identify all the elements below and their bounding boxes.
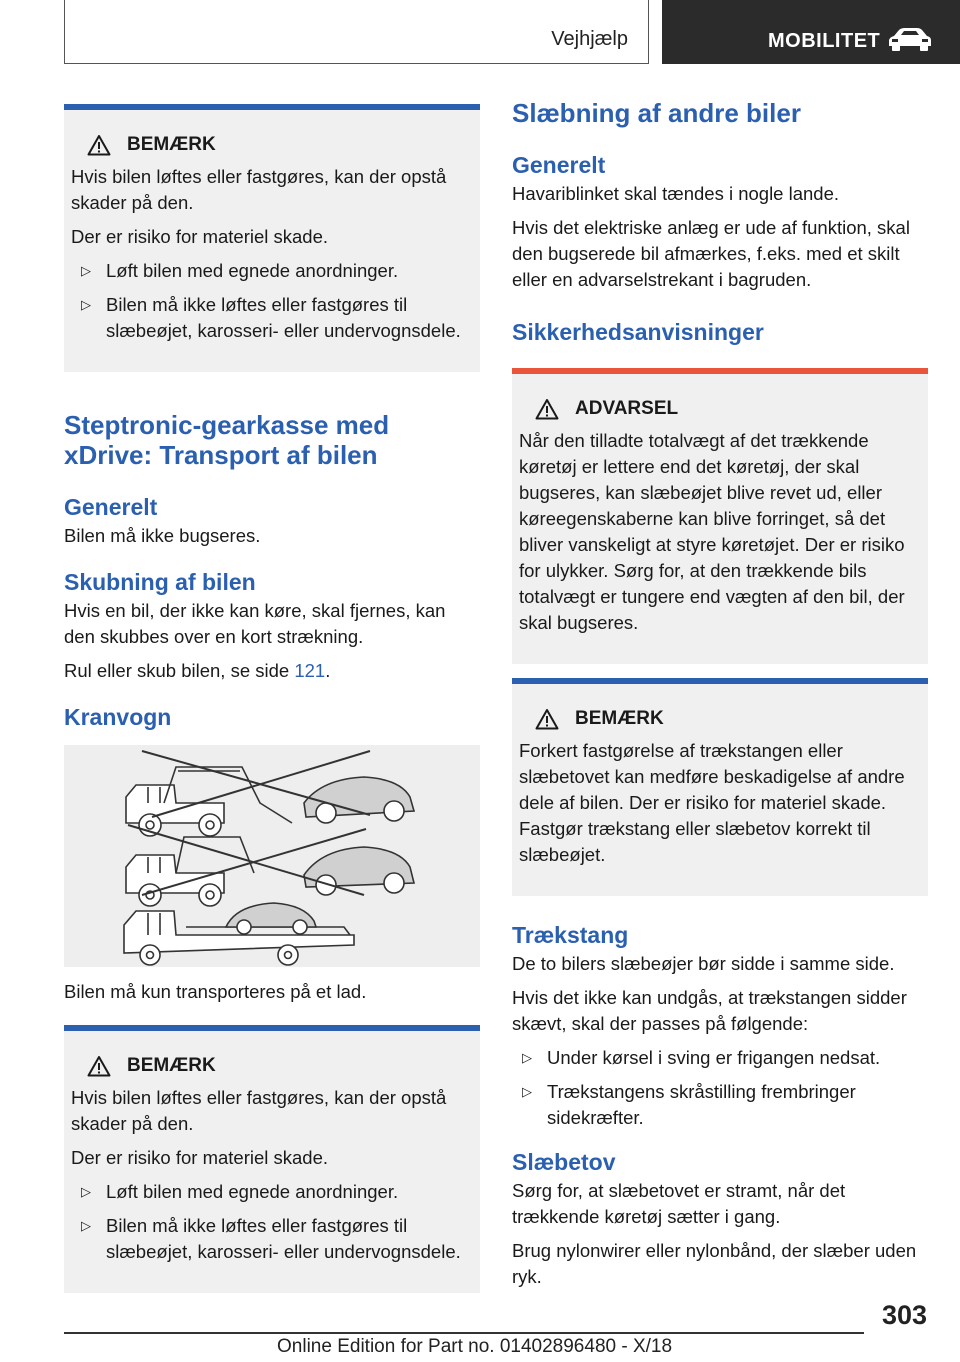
notice-text: Hvis bilen løftes eller fastgøres, kan der opstå skader på den. <box>71 166 447 213</box>
body-text: Bilen må ikke bugseres. <box>64 525 261 546</box>
body-text: Brug nylonwirer eller nylonbånd, der slæber uden ryk. <box>512 1240 917 1287</box>
warning-box <box>512 368 928 664</box>
notice-text: Der er risiko for materiel skade. <box>71 226 329 247</box>
section-title: Vejhjælp <box>551 28 628 50</box>
figure-caption: Bilen må kun transporteres på et lad. <box>64 981 367 1002</box>
right-column <box>512 98 928 1290</box>
list-item: ▷ Bilen må ikke løftes eller fastgøres til slæbeøjet, karosseri- eller undervognsdele. <box>81 294 461 341</box>
page-link[interactable]: 121 <box>294 660 326 681</box>
transport-illustration <box>64 745 480 967</box>
footer-divider <box>64 1332 864 1334</box>
notice-text: Forkert fastgørelse af trækstangen eller slæbetovet kan medføre beskadigelse af andre dele af bilen. Der er risiko for materiel skade. Fastgør trækstang eller slæbetov korrekt til slæbeøjet. <box>519 740 905 865</box>
list-item: ▷ Løft bilen med egnede anordninger. <box>71 258 472 284</box>
list-item: ▷ Løft bilen med egnede anordninger. <box>71 1179 472 1205</box>
body-text: Sørg for, at slæbetovet er stramt, når det trækkende køretøj sætter i gang. <box>512 1180 846 1227</box>
notice-text: Der er risiko for materiel skade. <box>71 1147 329 1168</box>
notice-list <box>71 1179 472 1265</box>
subheading: Trækstang <box>512 922 629 948</box>
triangle-bullet-icon: ▷ <box>522 1050 532 1065</box>
subheading: Slæbetov <box>512 1149 616 1175</box>
notice-title: BEMÆRK <box>575 708 664 729</box>
notice-list <box>71 258 472 344</box>
notice-text: Hvis bilen løftes eller fastgøres, kan der opstå skader på den. <box>71 1087 447 1134</box>
section-heading: Slæbning af andre biler <box>512 98 801 128</box>
left-column <box>64 104 480 1293</box>
notice-title: BEMÆRK <box>127 134 216 155</box>
tow-truck-illustration <box>64 745 480 967</box>
list-item: ▷ Bilen må ikke løftes eller fastgøres til slæbeøjet, karosseri- eller undervognsdele. <box>81 1215 461 1262</box>
warning-triangle-icon <box>535 398 559 420</box>
list-item: ▷ Under kørsel i sving er frigangen nedsat. <box>512 1045 928 1071</box>
chapter-label: MOBILITET <box>768 30 881 52</box>
warning-text: Når den tilladte totalvægt af det trækkende køretøj er lettere end det køretøj, der skal bugseres, kan slæbeøjet blive revet ud, eller køreegenskaberne kan blive forringet, så det bliver vanskeligt at styre køretøjet. Der er risiko for ulykker. Sørg for, at den trækkende bils totalvægt er tungere end vægten af den bil, der skal bugseres. <box>519 430 905 633</box>
body-text: Hvis det ikke kan undgås, at trækstangen sidder skævt, skal der passes på følgende: <box>512 987 907 1034</box>
body-text: Hvis en bil, der ikke kan køre, skal fjernes, kan den skubbes over en kort strækning. <box>64 600 446 647</box>
warning-triangle-icon <box>535 708 559 730</box>
subheading: Generelt <box>64 494 158 520</box>
subheading: Kranvogn <box>64 704 172 730</box>
warning-triangle-icon <box>87 1055 111 1077</box>
notice-box <box>64 104 480 372</box>
list-item: ▷ Trækstangens skråstilling frembringer sidekræfter. <box>522 1081 856 1128</box>
triangle-bullet-icon: ▷ <box>522 1084 532 1099</box>
body-text: De to bilers slæbeøjer bør sidde i samme side. <box>512 953 895 974</box>
section-heading: Steptronic-gearkasse med xDrive: Transport af bilen <box>64 410 390 470</box>
body-text: Havariblinket skal tændes i nogle lande. <box>512 183 840 204</box>
triangle-bullet-icon: ▷ <box>81 297 91 312</box>
bullet-list <box>512 1045 928 1131</box>
chapter-tab[interactable] <box>662 0 960 64</box>
notice-box <box>64 1025 480 1293</box>
body-text: Hvis det elektriske anlæg er ude af funktion, skal den bugserede bil afmærkes, f.eks. med et skilt eller en advarselstrekant i bagruden. <box>512 217 910 290</box>
warning-title: ADVARSEL <box>575 398 679 419</box>
subheading: Generelt <box>512 152 606 178</box>
body-text: Rul eller skub bilen, se side 121. <box>64 660 331 681</box>
page-number: 303 <box>881 1300 927 1330</box>
notice-title: BEMÆRK <box>127 1055 216 1076</box>
triangle-bullet-icon: ▷ <box>81 263 91 278</box>
notice-box <box>512 678 928 896</box>
edition-note: Online Edition for Part no. 01402896480 - X/18 <box>277 1336 673 1357</box>
warning-triangle-icon <box>87 134 111 156</box>
triangle-bullet-icon: ▷ <box>81 1218 91 1233</box>
triangle-bullet-icon: ▷ <box>81 1184 91 1199</box>
car-icon <box>885 26 935 52</box>
subheading: Sikkerhedsanvisninger <box>512 319 764 345</box>
subheading: Skubning af bilen <box>64 569 256 595</box>
